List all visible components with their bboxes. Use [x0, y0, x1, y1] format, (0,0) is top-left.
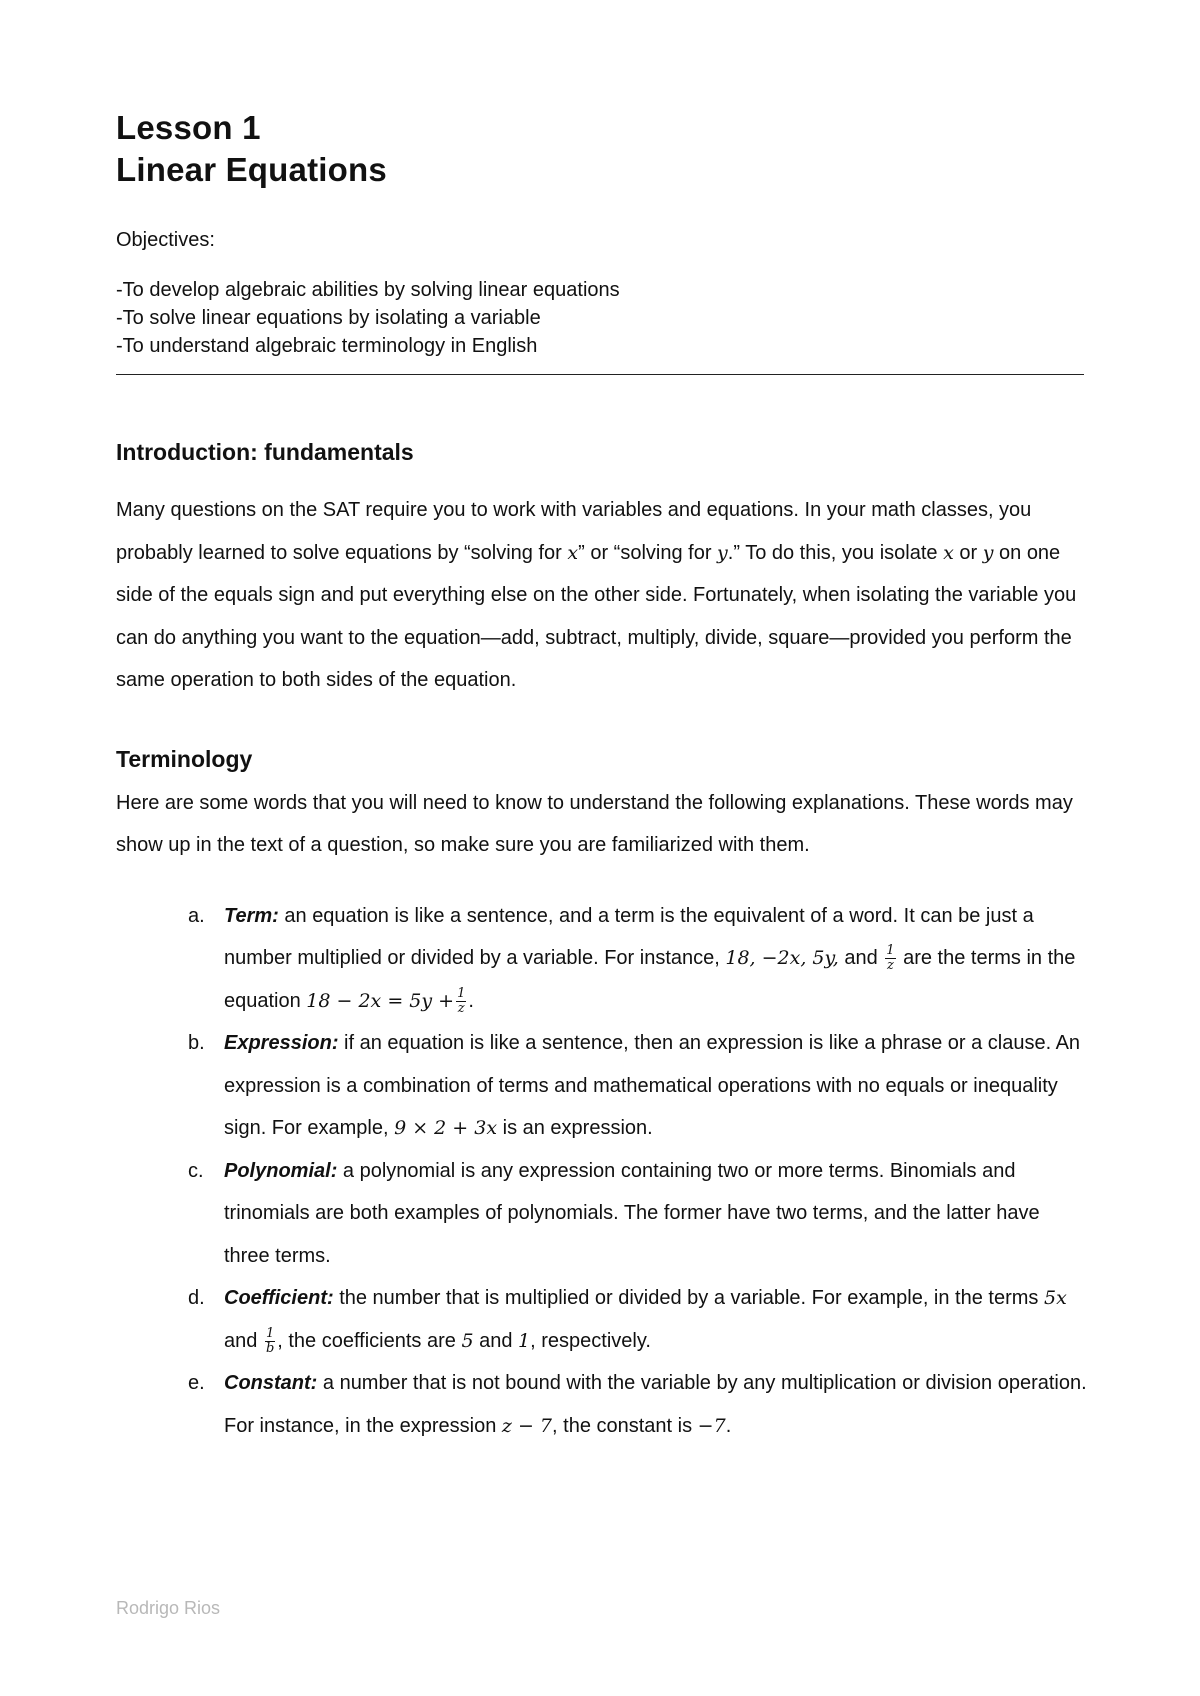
- term-definition-coefficient: [116, 1277, 1090, 1362]
- definition-text: are the terms in the equation: [224, 947, 1076, 1012]
- term-definition-constant: [116, 1362, 1090, 1447]
- definition-text: , respectively.: [530, 1329, 651, 1352]
- definition-text: .: [468, 989, 474, 1012]
- math-expression: 18, −2x, 5y,: [725, 947, 839, 969]
- fraction-numerator: 1: [265, 1325, 275, 1341]
- definition-text: and: [224, 1329, 263, 1352]
- terminology-intro: Here are some words that you will need to know to understand the following explanations. These words may show up in the text of a question, so make sure you are familiarized with them.: [116, 791, 1073, 856]
- objective-item: -To solve linear equations by isolating a variable: [116, 307, 541, 329]
- term-definition-expression: [116, 1022, 1090, 1150]
- term-name: Coefficient:: [224, 1287, 334, 1309]
- math-expression: z − 7: [501, 1414, 553, 1437]
- lesson-title: Linear Equations: [116, 151, 387, 188]
- term-name: Term:: [224, 904, 279, 927]
- term-name: Expression:: [224, 1032, 339, 1054]
- intro-text: ” or “solving for: [578, 541, 718, 564]
- fraction: [265, 1327, 275, 1356]
- intro-paragraph: [116, 489, 1090, 702]
- fraction: [885, 944, 895, 973]
- definition-text: , the coefficients are: [277, 1329, 462, 1352]
- objective-item: -To understand algebraic terminology in English: [116, 335, 538, 357]
- term-definition-term: [116, 895, 1090, 1023]
- lesson-number: Lesson 1: [116, 109, 261, 146]
- objectives-list: [116, 276, 1090, 360]
- fraction-denominator: z: [457, 1000, 465, 1016]
- math-expression: 18 − 2x = 5y +: [306, 989, 455, 1012]
- list-marker: e.: [188, 1372, 205, 1394]
- page-footer-author: Rodrigo Rios: [116, 1598, 221, 1618]
- math-expression: −7: [697, 1414, 726, 1437]
- list-marker: d.: [188, 1287, 205, 1309]
- intro-text: .” To do this, you isolate: [727, 541, 944, 564]
- definition-text: an equation is like a sentence, and a term is the equivalent of a word. It can be just a number multiplied or divided by a variable. For instance,: [224, 904, 1034, 969]
- definition-text: a polynomial is any expression containing two or more terms. Binomials and trinomials are both examples of polynomials. The former have two terms, and the latter have three terms.: [224, 1159, 1040, 1267]
- terminology-list: [116, 895, 1090, 1448]
- terminology-heading: Terminology: [116, 745, 253, 772]
- objectives-label: Objectives:: [116, 229, 215, 251]
- list-marker: a.: [188, 904, 205, 927]
- math-variable: x: [943, 541, 954, 564]
- math-variable: y: [982, 541, 994, 564]
- list-marker: c.: [188, 1159, 204, 1182]
- definition-text: the number that is multiplied or divided by a variable. For example, in the terms: [333, 1287, 1044, 1309]
- term-definition-polynomial: [116, 1150, 1090, 1278]
- intro-text: Many questions on the SAT require you to work with variables and equations. In your math classes, you probably learned to solve equations by “solving for: [116, 499, 1032, 564]
- list-marker: b.: [188, 1032, 205, 1054]
- math-expression: 1: [518, 1329, 531, 1352]
- fraction-denominator: b: [265, 1340, 275, 1356]
- definition-text: a number that is not bound with the variable by any multiplication or division operation. For instance, in the expression: [224, 1372, 1087, 1437]
- document-page: [116, 108, 1090, 1447]
- definition-text: and: [838, 947, 884, 969]
- intro-text: on one side of the equals sign and put everything else on the other side. Fortunately, when isolating the variable you can do anything you want to the equation—add, subtract, multiply, divide, square—provided you perform the same operation to both sides of the equation.: [116, 541, 1077, 691]
- definition-text: , the constant is: [552, 1414, 698, 1437]
- fraction-denominator: z: [886, 958, 894, 974]
- fraction: [456, 987, 466, 1016]
- fraction-numerator: 1: [886, 943, 895, 959]
- math-expression: 9 × 2 + 3x: [394, 1117, 498, 1139]
- math-expression: 5x: [1043, 1287, 1067, 1309]
- definition-text: .: [725, 1414, 732, 1437]
- term-name: Constant:: [224, 1372, 318, 1394]
- definition-text: is an expression.: [497, 1117, 653, 1139]
- intro-text: or: [953, 541, 983, 564]
- fraction-numerator: 1: [457, 985, 466, 1001]
- intro-heading: Introduction: fundamentals: [116, 439, 414, 465]
- math-variable: y: [717, 541, 728, 564]
- objective-item: -To develop algebraic abilities by solving linear equations: [116, 279, 620, 301]
- definition-text: if an equation is like a sentence, then an expression is like a phrase or a clause. An expression is a combination of terms and mathematical operations with no equals or inequality sign. For example,: [224, 1032, 1081, 1139]
- math-expression: 5: [461, 1329, 474, 1352]
- term-name: Polynomial:: [224, 1159, 338, 1182]
- math-variable: x: [567, 541, 579, 564]
- section-divider: [116, 374, 1084, 375]
- definition-text: and: [473, 1329, 519, 1352]
